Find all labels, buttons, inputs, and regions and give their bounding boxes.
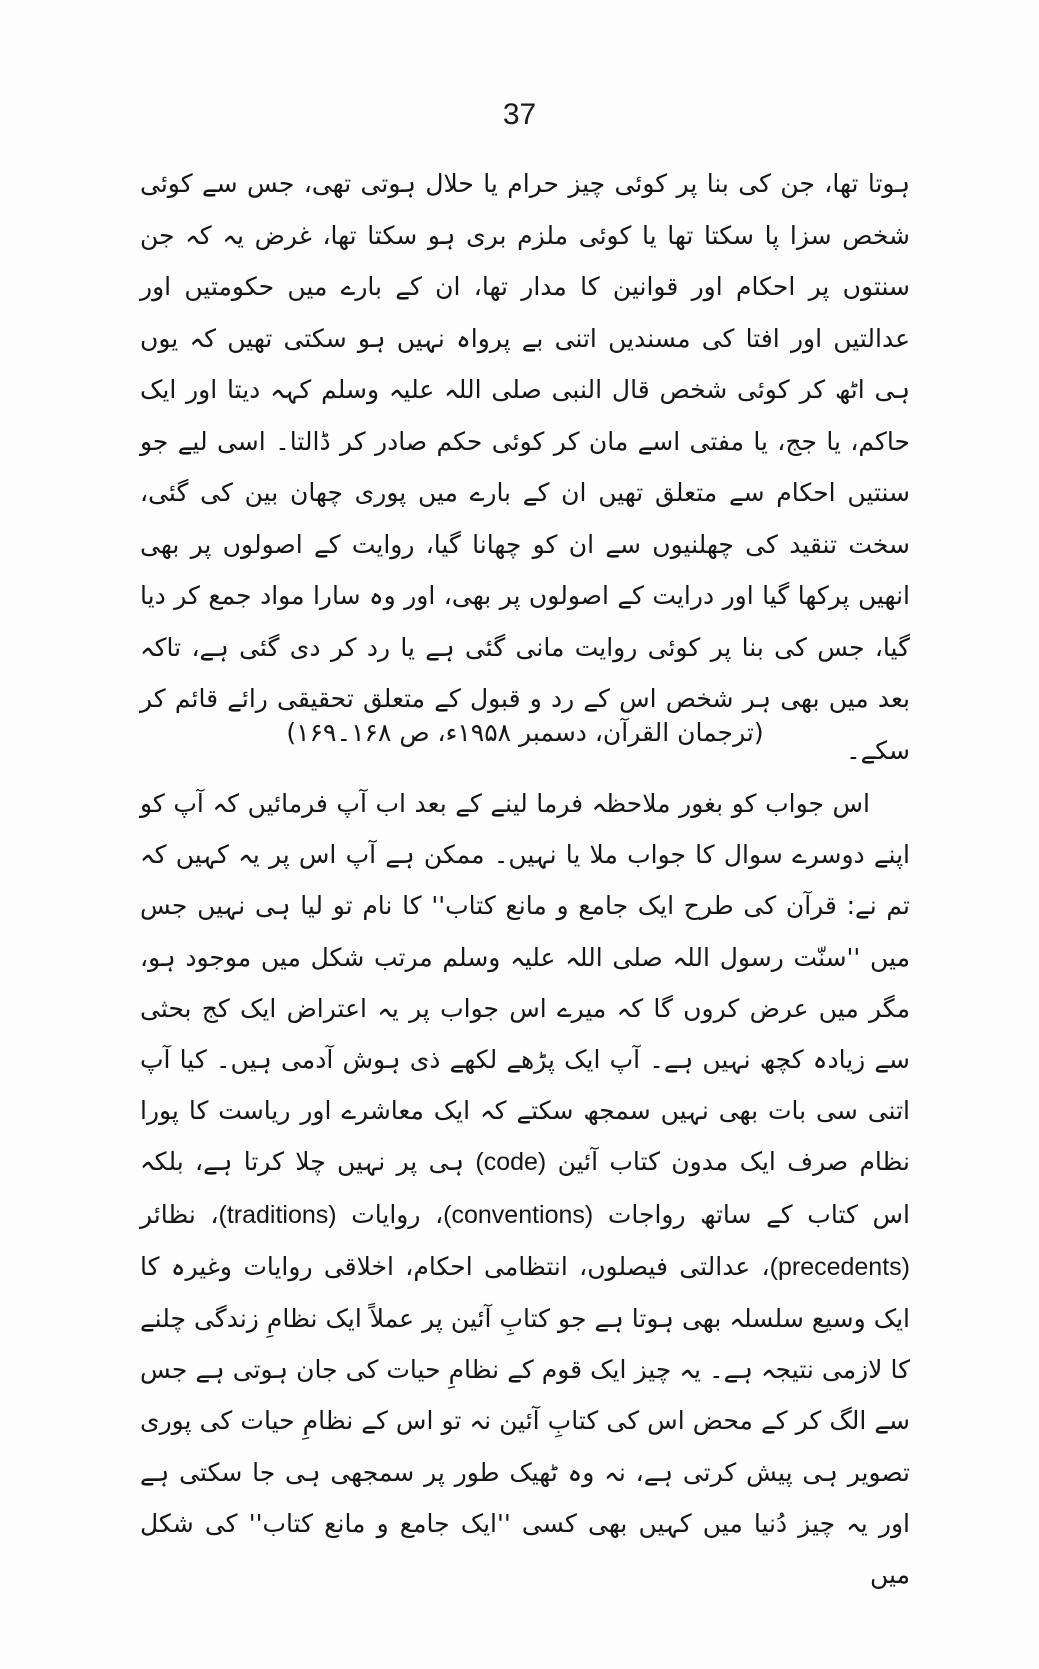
paragraph-2-part-3: ، روایات	[336, 1199, 444, 1229]
citation: (ترجمان القرآن، دسمبر ۱۹۵۸ء، ص ۱۶۸۔۱۶۹)	[286, 718, 764, 747]
paragraph-1: ہوتا تھا، جن کی بنا پر کوئی چیز حرام یا حلال ہوتی تھی، جس سے کوئی شخص سزا پا سکتا تھا یا کوئی ملزم بری ہو سکتا تھا، غرض یہ کہ جن سنتوں پر احکام اور قوانین کا مدار تھا، ان کے بارے میں حکومتیں اور عدالتیں اور افتا کی مسندیں اتنی بے پرواہ نہیں ہو سکتی تھیں کہ یوں ہی اٹھ کر کوئی شخص قال النبی صلی اللہ علیہ وسلم کہہ دیتا اور ایک حاکم، یا جج، یا مفتی اسے مان کر کوئی حکم صادر کر ڈالتا۔ اسی لیے جو سنتیں احکام سے متعلق تھیں ان کے بارے میں پوری چھان بین کی گئی، سخت تنقید کی چھلنیوں سے ان کو چھانا گیا، روایت کے اصولوں پر بھی انھیں پرکھا گیا اور درایت کے اصولوں پر بھی، اور وہ سارا مواد جمع کر دیا گیا، جس کی بنا پر کوئی روایت مانی گئی ہے یا رد کر دی گئی ہے، تاکہ بعد میں بھی ہر شخص اس کے رد و قبول کے متعلق تحقیقی رائے قائم کر سکے۔	[140, 169, 910, 765]
latin-term-code: (code)	[475, 1148, 547, 1177]
page-number: 37	[502, 98, 537, 131]
paragraph-2-part-4: ، نظائر	[140, 1199, 219, 1229]
paragraph-2	[140, 778, 910, 1600]
paragraph-2-part-2: ہی پر نہیں چلا کرتا ہے، بلکہ اس کتاب کے ساتھ رواجات	[140, 1147, 910, 1229]
paragraph-2-part-1: اس جواب کو بغور ملاحظہ فرما لینے کے بعد اب آپ فرمائیں کہ آپ کو اپنے دوسرے سوال کا جواب ملا یا نہیں۔ ممکن ہے آپ اس پر یہ کہیں کہ تم نے: قرآن کی طرح ایک جامع و مانع کتاب'' کا نام تو لیا ہی نہیں جس میں ''سنّت رسول اللہ صلی اللہ علیہ وسلم مرتب شکل میں موجود ہو، مگر میں عرض کروں گا کہ میرے اس جواب پر یہ اعتراض ایک کج بحثی سے زیادہ کچھ نہیں ہے۔ آپ ایک پڑھے لکھے ذی ہوش آدمی ہیں۔ کیا آپ اتنی سی بات بھی نہیں سمجھ سکتے کہ ایک معاشرے اور ریاست کا پورا نظام صرف ایک مدون کتاب آئین	[140, 789, 911, 1177]
latin-term-conventions: (conventions)	[443, 1200, 594, 1229]
latin-term-precedents: (precedents)	[769, 1252, 910, 1281]
paragraph-2-part-5: ، عدالتی فیصلوں، انتظامی احکام، اخلاقی روایات وغیرہ کا ایک وسیع سلسلہ بھی ہوتا ہے جو کتابِ آئین پر عملاً ایک نظامِ زندگی چلنے کا لازمی نتیجہ ہے۔ یہ چیز ایک قوم کے نظامِ حیات کی جان ہوتی ہے جس سے الگ کر کے محض اس کی کتابِ آئین نہ تو اس کے نظامِ حیات کی پوری تصویر ہی پیش کرتی ہے، نہ وہ ٹھیک طور پر سمجھی ہی جا سکتی ہے اور یہ چیز دُنیا میں کہیں بھی کسی ''ایک جامع و مانع کتاب'' کی شکل میں	[140, 1251, 911, 1590]
latin-term-traditions: (traditions)	[218, 1200, 337, 1229]
